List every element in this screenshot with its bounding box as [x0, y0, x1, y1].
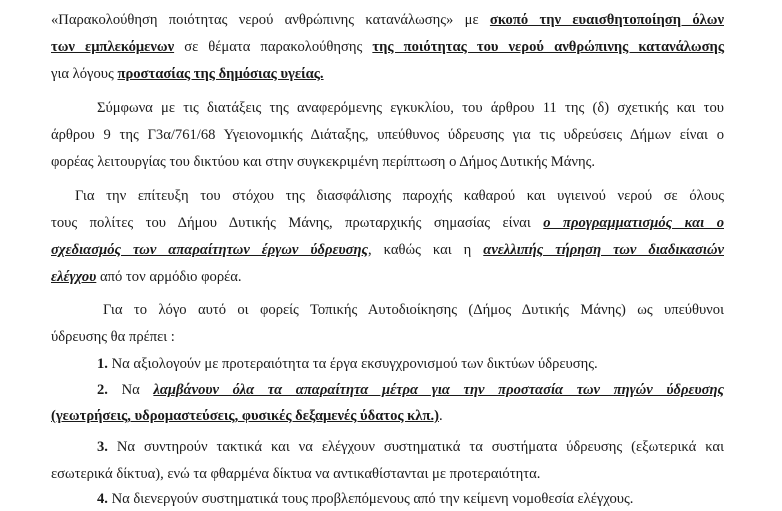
emphasis-span: σκοπό την ευαισθητοποίηση όλων: [489, 12, 724, 28]
list-item-2-line-1: [97, 381, 724, 399]
paragraph-3-line-1: Για την επίτευξη του στόχου της διασφάλισης παροχής καθαρού και υγιεινού νερού σε όλους: [75, 188, 724, 204]
paragraph-2-line-2: άρθρου 9 της Γ3α/761/68 Υγειονομικής Διάταξης, υπεύθυνος ύδρευσης για τις υδρεύσεις Δήμων είναι ο: [51, 127, 724, 143]
text-span: τους πολίτες του Δήμου Δυτικής Μάνης, πρωταρχικής σημασίας είναι: [51, 215, 544, 231]
emphasis-span: ο προγραμματισμός και ο: [543, 215, 724, 231]
text-span: «Παρακολούθηση ποιότητας νερού ανθρώπινης κατανάλωσης» με: [51, 12, 490, 28]
emphasis-span: των εμπλεκόμενων: [51, 39, 175, 55]
paragraph-3-line-2: [51, 214, 724, 232]
emphasis-span: λαμβάνουν όλα τα απαραίτητα μέτρα για την προστασία των πηγών ύδρευσης: [153, 382, 724, 398]
paragraph-4-line-2: ύδρευσης θα πρέπει :: [51, 329, 175, 345]
list-item-text: Να αξιολογούν με προτεραιότητα τα έργα εκσυγχρονισμού των δικτύων ύδρευσης.: [107, 356, 598, 372]
emphasis-span: προστασίας της δημόσιας υγείας.: [117, 66, 324, 82]
paragraph-1-line-1: [51, 11, 724, 29]
list-item-text: Να συντηρούν τακτικά και να ελέγχουν συστηματικά τα συστήματα ύδρευσης (εξωτερικά και: [107, 439, 724, 455]
paragraph-3-line-4: [51, 268, 242, 286]
text-span: , καθώς και η: [368, 242, 484, 258]
emphasis-span: (γεωτρήσεις, υδρομαστεύσεις, φυσικές δεξαμενές ύδατος κλπ.): [51, 408, 439, 424]
text-span: σε θέματα παρακολούθησης: [174, 39, 373, 55]
paragraph-1-line-2: [51, 38, 724, 56]
text-span: Να: [107, 382, 154, 398]
list-item-3-line-2: εσωτερικά δίκτυα), ενώ τα φθαρμένα δίκτυα να αντικαθίστανται με προτεραιότητα.: [51, 466, 541, 482]
list-item-1: [97, 355, 598, 373]
list-item-3-line-1: [97, 438, 724, 456]
paragraph-2-line-3: φορέας λειτουργίας του δικτύου και στην συγκεκριμένη περίπτωση ο Δήμος Δυτικής Μάνης.: [51, 154, 596, 170]
text-span: .: [438, 408, 443, 424]
list-item-text: Να διενεργούν συστηματικά τους προβλεπόμενους από την κείμενη νομοθεσία ελέγχους.: [107, 491, 634, 507]
emphasis-span: σχεδιασμός των απαραίτητων έργων ύδρευσης: [51, 242, 369, 258]
text-span: για λόγους: [51, 66, 118, 82]
paragraph-4-line-1: Για το λόγο αυτό οι φορείς Τοπικής Αυτοδιοίκησης (Δήμος Δυτικής Μάνης) ως υπεύθυνοι: [103, 302, 724, 318]
list-item-4: [97, 490, 633, 508]
paragraph-3-line-3: [51, 241, 724, 259]
list-number: 1.: [97, 356, 108, 372]
list-item-2-line-2: [51, 407, 443, 425]
emphasis-span: της ποιότητας του νερού ανθρώπινης κατανάλωσης: [372, 39, 724, 55]
text-span: από τον αρμόδιο φορέα.: [96, 269, 242, 285]
list-number: 3.: [97, 439, 108, 455]
emphasis-span: ελέγχου: [51, 269, 97, 285]
paragraph-2-line-1: Σύμφωνα με τις διατάξεις της αναφερόμενης εγκυκλίου, του άρθρου 11 της (δ) σχετικής και του: [97, 100, 724, 116]
paragraph-1-line-3: [51, 65, 324, 83]
list-number: 2.: [97, 382, 108, 398]
emphasis-span: ανελλιπής τήρηση των διαδικασιών: [483, 242, 724, 258]
list-number: 4.: [97, 491, 108, 507]
